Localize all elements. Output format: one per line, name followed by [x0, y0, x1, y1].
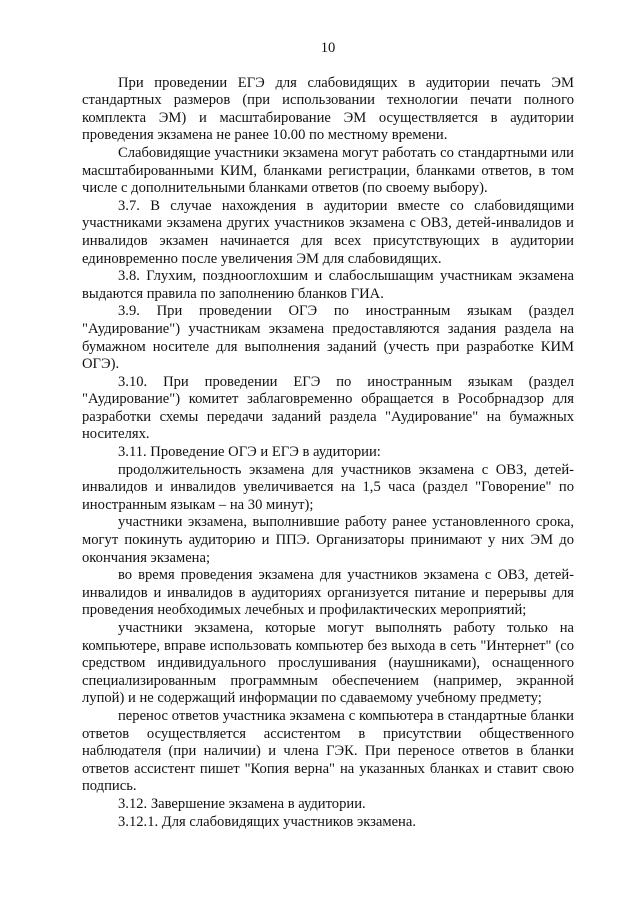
paragraph-3-11: 3.11. Проведение ОГЭ и ЕГЭ в аудитории: [118, 444, 381, 461]
paragraph-3-9: 3.9. При проведении ОГЭ по иностранным языкам (раздел "Аудирование") участникам экзамена предоставляются задания раздела на бумажном носителе для выполнения заданий (учесть при разработке КИМ ОГЭ). [82, 303, 574, 373]
paragraph-print-magnification: При проведении ЕГЭ для слабовидящих в аудитории печать ЭМ стандартных размеров (при использовании технологии печати полного комплекта ЭМ) и масштабирование ЭМ осуществляется в аудитории проведения экзамена не ранее 10.00 по местному времени. [82, 74, 574, 144]
paragraph-duration: продолжительность экзамена для участников экзамена с ОВЗ, детей-инвалидов и инвалидов увеличивается на 1,5 часа (раздел "Говорение" по иностранным языкам – на 30 минут); [82, 461, 574, 513]
paragraph-3-10: 3.10. При проведении ЕГЭ по иностранным языкам (раздел "Аудирование") комитет заблаговременно обращается в Рособрнадзор для разработки схемы передачи заданий раздела "Аудирование" на бумажных носителях. [82, 373, 574, 443]
paragraph-3-12-1: 3.12.1. Для слабовидящих участников экзамена. [118, 813, 416, 830]
paragraph-3-8: 3.8. Глухим, позднооглохшим и слабослышащим участникам экзамена выдаются правила по заполнению бланков ГИА. [82, 268, 574, 302]
paragraph-3-7: 3.7. В случае нахождения в аудитории вместе со слабовидящими участниками экзамена других участников экзамена с ОВЗ, детей-инвалидов и инвалидов экзамен начинается для всех присутствующих в аудитории единовременно после увеличения ЭМ для слабовидящих. [82, 197, 574, 267]
page-number: 10 [320, 40, 336, 56]
paragraph-answer-transfer: перенос ответов участника экзамена с компьютера в стандартные бланки ответов осуществляется ассистентом в присутствии общественного наблюдателя (при наличии) и члена ГЭК. При переносе ответов в бланки ответов ассистент пишет "Копия верна" на указанных бланках и ставит свою подпись. [82, 707, 574, 795]
paragraph-kim-forms: Слабовидящие участники экзамена могут работать со стандартными или масштабированными КИМ, бланками регистрации, бланками ответов, в том числе с дополнительными бланками ответов (по своему выбору). [82, 144, 574, 197]
paragraph-meals-breaks: во время проведения экзамена для участников экзамена с ОВЗ, детей-инвалидов и инвалидов в аудиториях организуется питание и перерывы для проведения необходимых лечебных и профилактических мероприятий; [82, 567, 574, 619]
paragraph-early-finish: участники экзамена, выполнившие работу ранее установленного срока, могут покинуть аудиторию и ППЭ. Организаторы принимают у них ЭМ до окончания экзамена; [82, 514, 574, 566]
paragraph-3-12: 3.12. Завершение экзамена в аудитории. [118, 795, 366, 812]
paragraph-computer-use: участники экзамена, которые могут выполнять работу только на компьютере, вправе использовать компьютер без выхода в сеть "Интернет" (со средством индивидуального прослушивания (наушниками), оснащенного специализированным программным обеспечением (например, экранной лупой) и не содержащий информации по сдаваемому учебному предмету; [82, 620, 574, 707]
